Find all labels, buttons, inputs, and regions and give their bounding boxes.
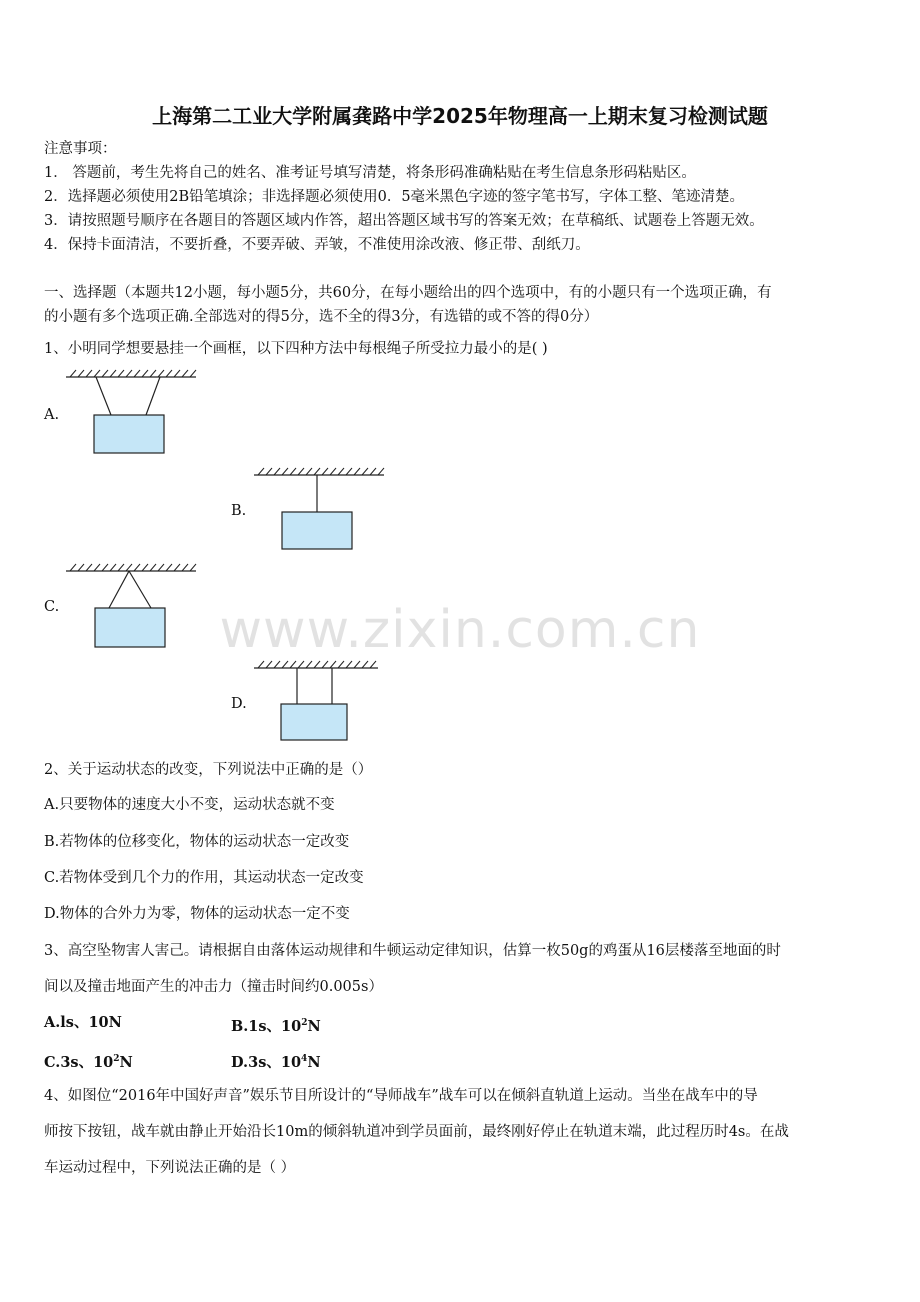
section-heading-cont: 的小题有多个选项正确.全部选对的得5分，选不全的得3分，有选错的或不答的得0分）	[44, 309, 599, 325]
question-3-option-a: A.ls、10N	[44, 1014, 122, 1031]
figure-label-d: D.	[231, 696, 247, 712]
ceiling-hatch	[258, 661, 376, 668]
notice-item: 4．保持卡面清洁，不要折叠，不要弄破、弄皱，不准使用涂改液、修正带、刮纸刀。	[44, 237, 590, 253]
picture-frame	[94, 415, 164, 453]
picture-frame	[282, 512, 352, 549]
question-4-stem-cont: 师按下按钮，战车就由静止开始沿长10m的倾斜轨道冲到学员面前，最终刚好停止在轨道末端，此过程历时4s。在战	[44, 1124, 789, 1140]
rope	[96, 377, 111, 415]
question-2-option: C.若物体受到几个力的作用，其运动状态一定改变	[44, 870, 364, 886]
question-2-option: B.若物体的位移变化，物体的运动状态一定改变	[44, 834, 350, 850]
picture-frame	[281, 704, 347, 740]
question-2-option: A.只要物体的速度大小不变，运动状态就不变	[44, 797, 335, 813]
notice-item: 2．选择题必须使用2B铅笔填涂；非选择题必须使用0．5毫米黑色字迹的签字笔书写，字体工整、笔迹清楚。	[44, 189, 745, 205]
figure-label-c: C.	[44, 599, 60, 615]
question-3-stem-cont: 间以及撞击地面产生的冲击力（撞击时间约0.005s）	[44, 979, 383, 995]
watermark: www.zixin.com.cn	[219, 600, 701, 660]
figure-label-b: B.	[231, 503, 247, 519]
ceiling-hatch	[70, 564, 196, 571]
question-2-stem: 2、关于运动状态的改变，下列说法中正确的是（）	[44, 762, 373, 778]
notice-item: 3．请按照题号顺序在各题目的答题区域内作答，超出答题区域书写的答案无效；在草稿纸、试题卷上答题无效。	[44, 213, 764, 229]
page-title: 上海第二工业大学附属龚路中学2025年物理高一上期末复习检测试题	[152, 104, 768, 128]
ceiling-hatch	[258, 468, 384, 475]
figure-option-a	[66, 368, 198, 458]
figure-label-a: A.	[44, 407, 60, 423]
notice-heading: 注意事项：	[44, 141, 117, 157]
section-heading: 一、选择题（本题共12小题，每小题5分，共60分，在每小题给出的四个选项中，有的小题只有一个选项正确，有	[44, 285, 772, 301]
question-3-option-c: C.3s、$10^2N$	[44, 1053, 133, 1071]
question-1-stem: 1、小明同学想要悬挂一个画框，以下四种方法中每根绳子所受拉力最小的是( )	[44, 341, 548, 357]
notice-item: 1． 答题前，考生先将自己的姓名、准考证号填写清楚，将条形码准确粘贴在考生信息条形码粘贴区。	[44, 165, 696, 181]
question-4-stem: 4、如图位“2016年中国好声音”娱乐节目所设计的“导师战车”战车可以在倾斜直轨道上运动。当坐在战车中的导	[44, 1088, 758, 1104]
question-4-stem-cont: 车运动过程中，下列说法正确的是（ ）	[44, 1160, 296, 1176]
ceiling-hatch	[70, 370, 196, 377]
question-3-option-b: B.1s、$10^2N$	[231, 1017, 321, 1035]
question-3-option-d: D.3s、$10^4N$	[231, 1053, 321, 1071]
rope	[146, 377, 160, 415]
question-2-option: D.物体的合外力为零，物体的运动状态一定不变	[44, 906, 350, 922]
question-3-stem: 3、高空坠物害人害己。请根据自由落体运动规律和牛顿运动定律知识，估算一枚50g的鸡蛋从16层楼落至地面的时	[44, 943, 781, 959]
figure-option-d	[254, 659, 386, 745]
figure-option-b	[254, 466, 386, 554]
